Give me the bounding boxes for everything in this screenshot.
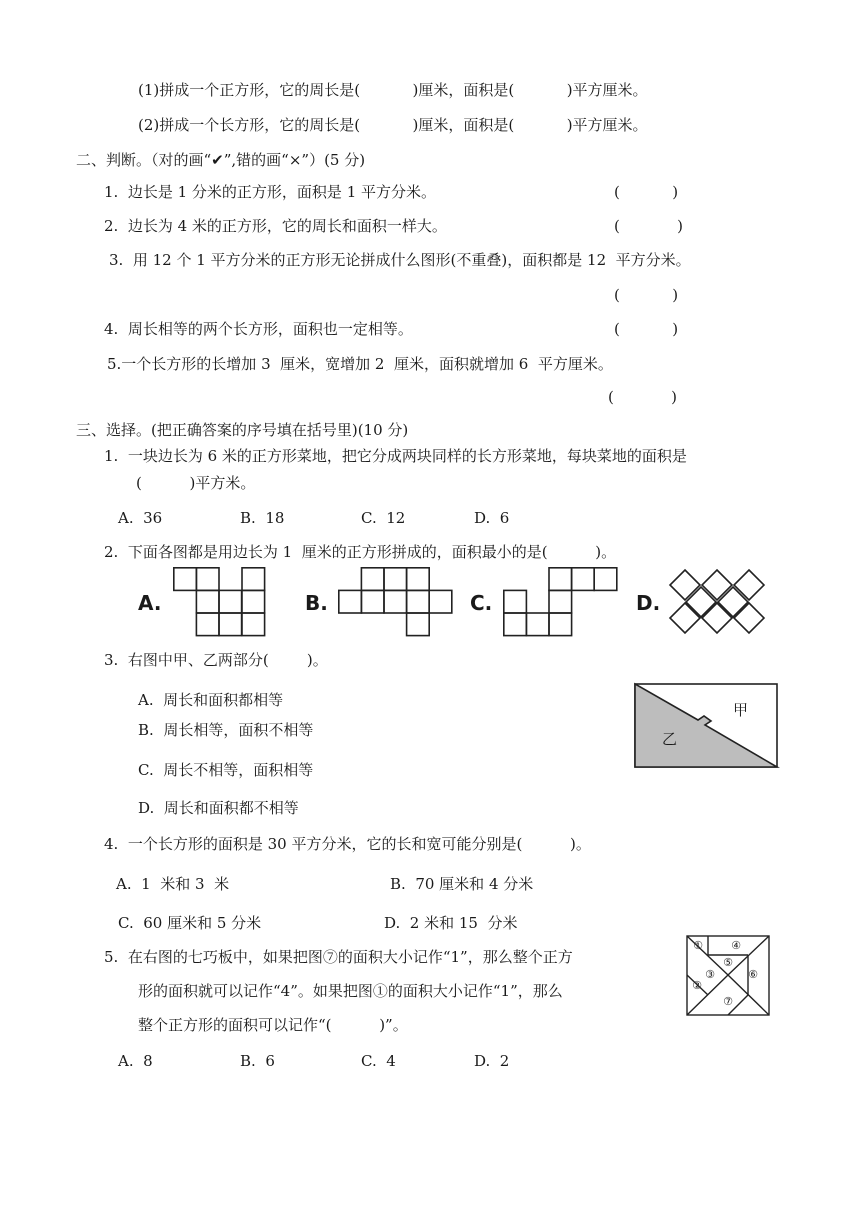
figure-b-squares	[338, 567, 453, 637]
q1-option-a: A. 36	[118, 509, 163, 527]
label-jia: 甲	[733, 701, 749, 719]
tangram-piece-6: ⑥	[748, 968, 758, 981]
q4-option-d: D. 2 米和 15 分米	[384, 914, 518, 932]
q4-option-b: B. 70 厘米和 4 分米	[390, 875, 534, 893]
q1-option-c: C. 12	[361, 509, 406, 527]
judge-item-1: 1. 边长是 1 分米的正方形，面积是 1 平方分米。	[104, 183, 437, 201]
q1-option-d: D. 6	[474, 509, 510, 527]
fill-in-rectangle: (2)拼成一个长方形，它的周长是( )厘米，面积是( )平方厘米。	[138, 116, 648, 134]
choice-q1-line1: 1. 一块边长为 6 米的正方形菜地，把它分成两块同样的长方形菜地，每块菜地的面积是	[104, 447, 687, 465]
figure-d-diamonds	[669, 569, 767, 635]
answer-bracket-2[interactable]: ( )	[614, 217, 683, 235]
answer-bracket-5[interactable]: ( )	[608, 388, 677, 406]
figure-label-b: B.	[305, 591, 328, 615]
answer-bracket-4[interactable]: ( )	[614, 320, 679, 338]
judge-item-3: 3. 用 12 个 1 平方分米的正方形无论拼成什么图形(不重叠)，面积都是 12 平方分米。	[109, 251, 691, 269]
q4-option-c: C. 60 厘米和 5 分米	[118, 914, 262, 932]
q1-option-b: B. 18	[240, 509, 285, 527]
figure-label-c: C.	[470, 591, 493, 615]
choice-q3-text: 3. 右图中甲、乙两部分( )。	[104, 651, 328, 669]
q5-option-a: A. 8	[118, 1052, 153, 1070]
figure-label-d: D.	[636, 591, 661, 615]
q4-option-a: A. 1 米和 3 米	[116, 875, 230, 893]
figure-c-squares	[503, 567, 618, 637]
fill-in-square: (1)拼成一个正方形，它的周长是( )厘米，面积是( )平方厘米。	[138, 81, 648, 99]
tangram-piece-4: ④	[731, 939, 741, 952]
q3-option-b: B. 周长相等，面积不相等	[138, 721, 314, 739]
figure-label-a: A.	[138, 591, 162, 615]
tangram-piece-3: ③	[705, 968, 715, 981]
tangram-piece-2: ②	[692, 979, 702, 992]
answer-bracket-1[interactable]: ( )	[614, 183, 679, 201]
choice-q4-text: 4. 一个长方形的面积是 30 平方分米，它的长和宽可能分别是( )。	[104, 835, 591, 853]
judge-item-5: 5.一个长方形的长增加 3 厘米，宽增加 2 厘米，面积就增加 6 平方厘米。	[107, 355, 613, 373]
section2-heading: 二、判断。（对的画“✔”,错的画“×”）(5 分)	[76, 151, 366, 169]
q3-option-d: D. 周长和面积都不相等	[138, 799, 299, 817]
label-yi: 乙	[662, 730, 678, 748]
figure-jia-yi-rectangle	[634, 683, 778, 768]
q3-option-a: A. 周长和面积都相等	[138, 691, 284, 709]
judge-item-4: 4. 周长相等的两个长方形，面积也一定相等。	[104, 320, 413, 338]
q5-option-d: D. 2	[474, 1052, 510, 1070]
q5-option-b: B. 6	[240, 1052, 275, 1070]
tangram-piece-1: ①	[693, 939, 703, 952]
choice-q1-line2: ( )平方米。	[136, 474, 256, 492]
q3-option-c: C. 周长不相等，面积相等	[138, 761, 314, 779]
q5-option-c: C. 4	[361, 1052, 396, 1070]
choice-q2-text: 2. 下面各图都是用边长为 1 厘米的正方形拼成的，面积最小的是( )。	[104, 543, 617, 561]
section3-heading: 三、选择。(把正确答案的序号填在括号里)(10 分)	[76, 421, 409, 439]
tangram-piece-5: ⑤	[723, 956, 733, 969]
tangram-piece-7: ⑦	[723, 995, 733, 1008]
choice-q5-line1: 5. 在右图的七巧板中，如果把图⑦的面积大小记作“1”，那么整个正方	[104, 948, 573, 966]
judge-item-2: 2. 边长为 4 米的正方形，它的周长和面积一样大。	[104, 217, 447, 235]
answer-bracket-3[interactable]: ( )	[614, 286, 679, 304]
tangram-figure	[686, 935, 770, 1016]
figure-a-squares	[173, 567, 265, 637]
choice-q5-line2: 形的面积就可以记作“4”。如果把图①的面积大小记作“1”，那么	[138, 982, 563, 1000]
choice-q5-line3: 整个正方形的面积可以记作“( )”。	[138, 1016, 408, 1034]
